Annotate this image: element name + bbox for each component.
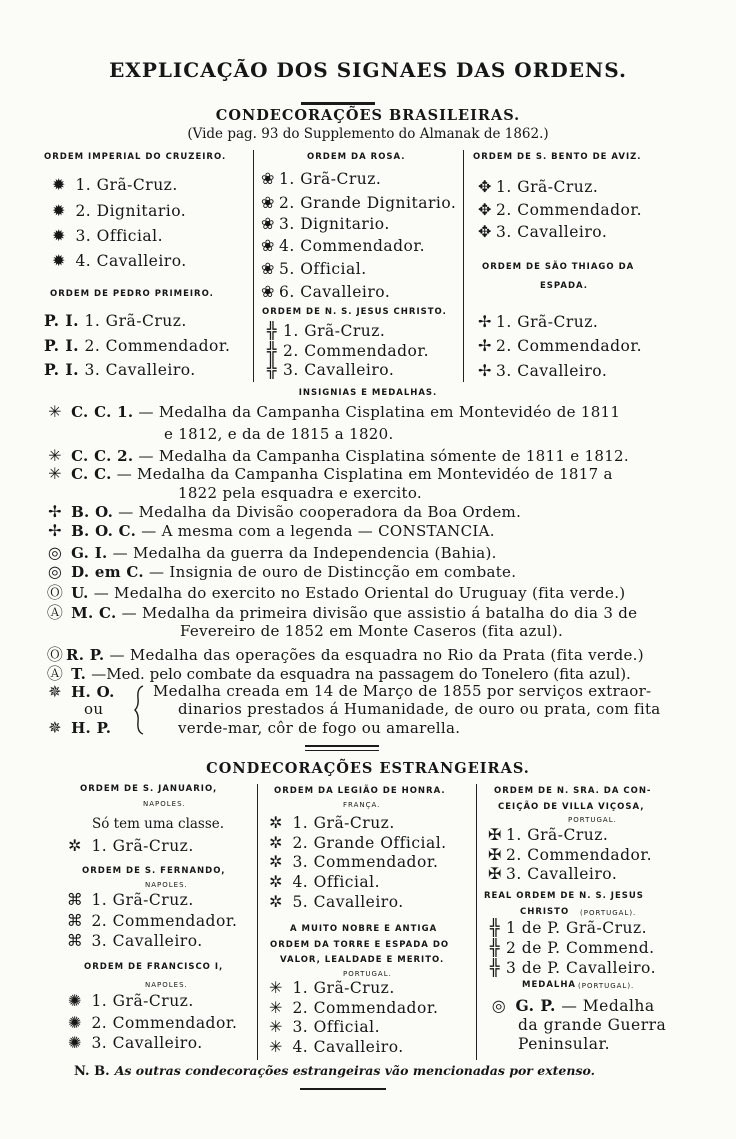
insignia-line-continued: Fevereiro de 1852 em Monte Caseros (fita azul). xyxy=(180,622,564,640)
legiao-title: ORDEM DA LEGIÃO DE HONRA. xyxy=(274,786,446,796)
christ-cross-icon: ╬ xyxy=(489,958,501,977)
ho-text-line: verde-mar, côr de fogo ou amarella. xyxy=(178,719,461,737)
rose-icon: ❀ xyxy=(261,214,275,233)
cruzeiro-item: ✹ 3. Official. xyxy=(48,226,163,245)
legion-star-icon: ✲ xyxy=(269,833,283,852)
legion-star-icon: ✲ xyxy=(269,872,283,891)
insignia-icon: ✢ xyxy=(48,521,62,540)
insignia-icon: Ⓐ xyxy=(46,603,64,622)
insignia-icon: Ⓞ xyxy=(46,583,64,602)
vicosa-cross-icon: ✠ xyxy=(488,825,502,844)
insignia-icon: ✢ xyxy=(48,502,62,521)
legion-star-icon: ✲ xyxy=(269,813,283,832)
rosa-title: ORDEM DA ROSA. xyxy=(307,152,406,162)
francisco-item: ✺ 2. Commendador. xyxy=(64,1013,237,1032)
fernando-place: NAPOLES. xyxy=(145,881,188,889)
francisco-star-icon: ✺ xyxy=(68,991,82,1010)
francisco-star-icon: ✺ xyxy=(68,1033,82,1052)
pedro-item: P. I. 1. Grã-Cruz. xyxy=(44,311,187,330)
christo-item: ╬ 1. Grã-Cruz. xyxy=(261,321,385,340)
rose-icon: ❀ xyxy=(261,282,275,301)
medalha-line: Peninsular. xyxy=(518,1035,611,1053)
francisco-star-icon: ✺ xyxy=(68,1013,82,1032)
torre-place: PORTUGAL. xyxy=(343,970,392,978)
thiago-item: ✢ 2. Commendador. xyxy=(474,336,642,355)
cross-icon: ╬ xyxy=(266,360,278,379)
insignia-line: Ⓞ R. P. — Medalha das operações da esquadra no Rio da Prata (fita verde.) xyxy=(44,642,644,665)
legiao-item: ✲ 5. Cavalleiro. xyxy=(265,892,404,911)
fernando-cross-icon: ⌘ xyxy=(66,890,84,909)
torre-item: ✳ 3. Official. xyxy=(265,1017,380,1036)
insignia-line: Ⓐ M. C. — Medalha da primeira divisão que assistio á batalha do dia 3 de xyxy=(44,600,637,623)
fernando-item: ⌘ 2. Commendador. xyxy=(64,911,237,930)
section-rule xyxy=(305,750,379,751)
christo-item: ╬ 2. Commendador. xyxy=(261,341,429,360)
rosa-item: ❀ 5. Official. xyxy=(257,259,367,278)
real-item: ╬ 2 de P. Commend. xyxy=(484,938,655,957)
aviz-title: ORDEM DE S. BENTO DE AVIZ. xyxy=(473,152,642,162)
tower-sword-star-icon: ✳ xyxy=(269,998,283,1017)
thiago-title-line1: ORDEM DE SÃO THIAGO DA xyxy=(482,262,635,272)
insignia-line: Ⓐ T. —Med. pelo combate da esquadra na passagem do Tonelero (fita azul). xyxy=(44,661,631,684)
ho-code: ✵ H. O. xyxy=(44,682,115,701)
januario-note: Só tem uma classe. xyxy=(92,816,225,832)
vicosa-item: ✠ 3. Cavalleiro. xyxy=(484,864,617,883)
insignia-icon: ◎ xyxy=(47,543,63,562)
tower-sword-star-icon: ✳ xyxy=(269,1037,283,1056)
pedro-item: P. I. 2. Commendador. xyxy=(44,336,231,355)
cruzeiro-item: ✹ 1. Grã-Cruz. xyxy=(48,175,178,194)
januario-title: ORDEM DE S. JANUARIO, xyxy=(80,784,218,794)
legion-star-icon: ✲ xyxy=(269,852,283,871)
aviz-item: ✥ 1. Grã-Cruz. xyxy=(474,177,598,196)
rosa-item: ❀ 3. Dignitario. xyxy=(257,214,390,233)
tower-sword-star-icon: ✳ xyxy=(269,978,283,997)
christo-title: ORDEM DE N. S. JESUS CHRISTO. xyxy=(262,307,447,317)
cruzeiro-star-icon: ✹ xyxy=(52,201,66,220)
francisco-place: NAPOLES. xyxy=(145,981,188,989)
real-place: (PORTUGAL). xyxy=(580,909,637,917)
real-title-line1: REAL ORDEM DE N. S. JESUS xyxy=(484,891,644,901)
aviz-cross-icon: ✥ xyxy=(478,222,492,241)
legiao-item: ✲ 3. Commendador. xyxy=(265,852,438,871)
insignia-line-continued: 1822 pela esquadra e exercito. xyxy=(178,484,422,502)
thiago-item: ✢ 1. Grã-Cruz. xyxy=(474,312,598,331)
medalha-place: (PORTUGAL). xyxy=(578,982,635,990)
footnote-label: N. B. xyxy=(74,1064,110,1079)
rose-icon: ❀ xyxy=(261,193,275,212)
insignia-line: ✳ C. C. 2. — Medalha da Campanha Cisplatina sómente de 1811 e 1812. xyxy=(44,446,629,465)
legion-star-icon: ✲ xyxy=(269,892,283,911)
humanity-medal-icon: ✵ xyxy=(48,718,62,737)
sword-cross-icon: ✢ xyxy=(478,361,492,380)
insignia-line-continued: e 1812, e da de 1815 a 1820. xyxy=(164,425,394,443)
title-rule xyxy=(301,102,375,105)
page-title: EXPLICAÇÃO DOS SIGNAES DAS ORDENS. xyxy=(109,58,627,82)
rosa-item: ❀ 1. Grã-Cruz. xyxy=(257,169,381,188)
fernando-item: ⌘ 1. Grã-Cruz. xyxy=(64,890,194,909)
torre-item: ✳ 1. Grã-Cruz. xyxy=(265,978,395,997)
brasileiras-note: (Vide pag. 93 do Supplemento do Almanak de 1862.) xyxy=(187,126,549,142)
real-item: ╬ 3 de P. Cavalleiro. xyxy=(484,958,656,977)
ho-text-line: dinarios prestados á Humanidade, de ouro ou prata, com fita xyxy=(178,700,661,718)
rosa-item: ❀ 4. Commendador. xyxy=(257,236,425,255)
estrangeiras-heading: CONDECORAÇÕES ESTRANGEIRAS. xyxy=(206,760,530,777)
medalha-title: MEDALHA xyxy=(522,980,577,990)
fernando-cross-icon: ⌘ xyxy=(66,911,84,930)
pedro-title: ORDEM DE PEDRO PRIMEIRO. xyxy=(50,289,214,299)
insignia-icon: Ⓐ xyxy=(46,664,64,683)
rosa-item: ❀ 6. Cavalleiro. xyxy=(257,282,390,301)
thiago-item: ✢ 3. Cavalleiro. xyxy=(474,361,607,380)
cruzeiro-item: ✹ 4. Cavalleiro. xyxy=(48,251,187,270)
real-title-line2: CHRISTO xyxy=(520,907,570,917)
pedro-item: P. I. 3. Cavalleiro. xyxy=(44,360,196,379)
tower-sword-star-icon: ✳ xyxy=(269,1017,283,1036)
vicosa-item: ✠ 2. Commendador. xyxy=(484,845,652,864)
insignia-icon: ◎ xyxy=(47,562,63,581)
cruzeiro-title: ORDEM IMPERIAL DO CRUZEIRO. xyxy=(44,152,227,162)
fernando-title: ORDEM DE S. FERNANDO, xyxy=(82,866,226,876)
medal-circle-icon: ◎ xyxy=(491,996,507,1015)
column-divider-right xyxy=(463,150,464,382)
section-rule xyxy=(305,745,379,747)
francisco-item: ✺ 1. Grã-Cruz. xyxy=(64,991,194,1010)
torre-item: ✳ 2. Commendador. xyxy=(265,998,438,1017)
rose-icon: ❀ xyxy=(261,259,275,278)
insignia-line: ✢ B. O. C. — A mesma com a legenda — CONSTANCIA. xyxy=(44,521,495,540)
brace-icon xyxy=(133,684,147,736)
legiao-item: ✲ 4. Official. xyxy=(265,872,380,891)
cruzeiro-item: ✹ 2. Dignitario. xyxy=(48,201,186,220)
christo-item: ╬ 3. Cavalleiro. xyxy=(261,360,394,379)
column-divider-right xyxy=(476,784,477,1060)
real-item: ╬ 1 de P. Grã-Cruz. xyxy=(484,918,647,937)
insignia-line: ✳ C. C. 1. — Medalha da Campanha Cisplatina em Montevidéo de 1811 xyxy=(44,402,620,421)
cruzeiro-star-icon: ✹ xyxy=(52,251,66,270)
column-divider-left xyxy=(257,784,258,1060)
legiao-item: ✲ 1. Grã-Cruz. xyxy=(265,813,395,832)
insignia-line: ◎ G. I. — Medalha da guerra da Independencia (Bahia). xyxy=(44,543,497,562)
christ-cross-icon: ╬ xyxy=(489,918,501,937)
insignia-icon: ✳ xyxy=(48,402,62,421)
torre-title-line3: VALOR, LEALDADE E MERITO. xyxy=(280,955,445,965)
fernando-item: ⌘ 3. Cavalleiro. xyxy=(64,931,203,950)
legiao-item: ✲ 2. Grande Official. xyxy=(265,833,447,852)
insignia-line: Ⓞ U. — Medalha do exercito no Estado Oriental do Uruguay (fita verde.) xyxy=(44,580,625,603)
ho-or: ou xyxy=(84,700,104,718)
rose-icon: ❀ xyxy=(261,236,275,255)
januario-place: NAPOLES. xyxy=(143,800,186,808)
vicosa-title-line1: ORDEM DE N. SRA. DA CON- xyxy=(494,786,652,796)
torre-title-line2: ORDEM DA TORRE E ESPADA DO xyxy=(270,940,450,950)
sword-cross-icon: ✢ xyxy=(478,336,492,355)
footnote-text: As outras condecorações estrangeiras vão mencionadas por extenso. xyxy=(114,1063,595,1078)
francisco-item: ✺ 3. Cavalleiro. xyxy=(64,1033,203,1052)
cruzeiro-star-icon: ✹ xyxy=(52,226,66,245)
insignia-line: ✳ C. C. — Medalha da Campanha Cisplatina em Montevidéo de 1817 a xyxy=(44,464,613,483)
insignia-line: ✢ B. O. — Medalha da Divisão cooperadora da Boa Ordem. xyxy=(44,502,521,521)
aviz-item: ✥ 2. Commendador. xyxy=(474,200,642,219)
vicosa-item: ✠ 1. Grã-Cruz. xyxy=(484,825,608,844)
januario-cross-icon: ✲ xyxy=(68,836,82,855)
aviz-item: ✥ 3. Cavalleiro. xyxy=(474,222,607,241)
footnote xyxy=(74,1060,595,1079)
medalha-line: ◎ G. P. — Medalha xyxy=(488,996,655,1015)
vicosa-place: PORTUGAL. xyxy=(568,816,617,824)
aviz-cross-icon: ✥ xyxy=(478,200,492,219)
cruzeiro-star-icon: ✹ xyxy=(52,175,66,194)
fernando-cross-icon: ⌘ xyxy=(66,931,84,950)
torre-item: ✳ 4. Cavalleiro. xyxy=(265,1037,404,1056)
medalha-line: da grande Guerra xyxy=(518,1016,667,1034)
vicosa-cross-icon: ✠ xyxy=(488,864,502,883)
legiao-place: FRANÇA. xyxy=(343,801,381,809)
christ-cross-icon: ╬ xyxy=(489,938,501,957)
ho-text-line: Medalha creada em 14 de Março de 1855 por serviços extraor- xyxy=(153,682,652,700)
brasileiras-heading: CONDECORAÇÕES BRASILEIRAS. xyxy=(215,107,521,124)
francisco-title: ORDEM DE FRANCISCO I, xyxy=(84,962,224,972)
torre-title-line1: A MUITO NOBRE E ANTIGA xyxy=(290,924,438,934)
vicosa-cross-icon: ✠ xyxy=(488,845,502,864)
rose-icon: ❀ xyxy=(261,169,275,188)
sword-cross-icon: ✢ xyxy=(478,312,492,331)
bottom-rule xyxy=(300,1088,386,1090)
aviz-cross-icon: ✥ xyxy=(478,177,492,196)
insignia-icon: ✳ xyxy=(48,464,62,483)
insignia-line: ◎ D. em C. — Insignia de ouro de Distincção em combate. xyxy=(44,562,516,581)
insignia-icon: ✳ xyxy=(48,446,62,465)
insignias-heading: INSIGNIAS E MEDALHAS. xyxy=(298,388,438,398)
cross-icon: ╬ xyxy=(266,341,278,360)
humanity-medal-icon: ✵ xyxy=(48,682,62,701)
januario-item: ✲ 1. Grã-Cruz. xyxy=(64,836,194,855)
thiago-title-line2: ESPADA. xyxy=(540,281,588,291)
column-divider-left xyxy=(253,150,254,382)
rosa-item: ❀ 2. Grande Dignitario. xyxy=(257,193,456,212)
hp-code: ✵ H. P. xyxy=(44,718,111,737)
cross-icon: ╬ xyxy=(266,321,278,340)
vicosa-title-line2: CEIÇÃO DE VILLA VIÇOSA, xyxy=(498,802,645,812)
insignia-icon: Ⓞ xyxy=(46,645,64,664)
